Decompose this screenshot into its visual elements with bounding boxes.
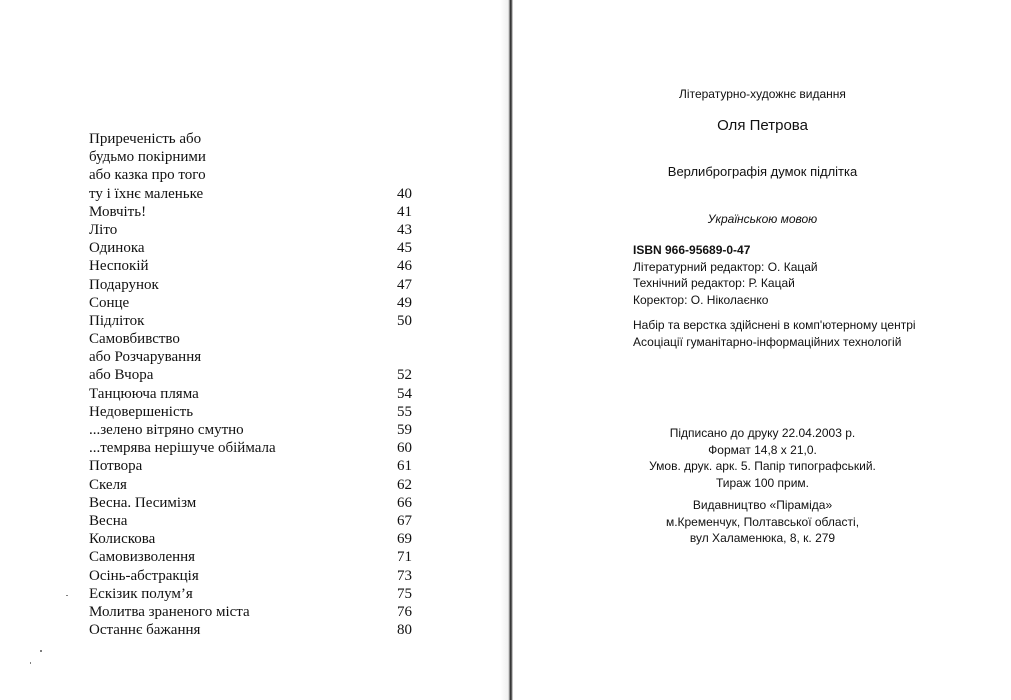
- toc-entry-title: Скеля: [89, 476, 127, 493]
- paper-format: Формат 14,8 х 21,0.: [708, 442, 817, 457]
- scan-speck: [66, 595, 68, 596]
- toc-entry-title: Літо: [89, 221, 118, 238]
- book-title: Верлибрографія думок підлітка: [667, 164, 858, 179]
- toc-entry-page: 49: [397, 294, 412, 311]
- toc-entry-title: Молитва зраненого міста: [89, 603, 250, 620]
- toc-entry: [89, 567, 419, 585]
- gutter-shadow: [500, 0, 508, 700]
- toc-entry-title: Танцююча пляма: [89, 385, 199, 402]
- toc-entry-page: 73: [397, 567, 412, 584]
- book-gutter: [508, 0, 513, 700]
- publisher-name: Видавництво «Піраміда»: [692, 498, 833, 512]
- typesetting-line: Набір та верстка здійснені в комп'ютерному центрі: [633, 318, 916, 332]
- toc-entry: [89, 548, 419, 566]
- toc-entry-page: 47: [397, 276, 412, 293]
- toc-entry-multiline: [89, 330, 419, 385]
- toc-entry-page: 61: [397, 458, 412, 475]
- toc-entry-page: 45: [397, 240, 412, 257]
- toc-entry-multiline: [89, 130, 419, 203]
- publisher-address: вул Халаменюка, 8, к. 279: [689, 531, 836, 545]
- author-name: Оля Петрова: [717, 117, 808, 134]
- technical-editor: Технічний редактор: Р. Кацай: [633, 276, 795, 290]
- table-of-contents: [89, 130, 419, 639]
- toc-entry: [89, 585, 419, 603]
- toc-entry-line: Приреченість або: [89, 131, 202, 147]
- toc-entry-title: Останнє бажання: [89, 622, 201, 639]
- toc-entry: [89, 312, 419, 330]
- toc-entry-title: Одинока: [89, 240, 145, 257]
- toc-entry: [89, 457, 419, 475]
- toc-entry: [89, 512, 419, 530]
- toc-entry-title: ...темрява нерішуче обіймала: [89, 440, 276, 457]
- toc-entry-page: 60: [397, 440, 412, 457]
- toc-entry-page: 75: [397, 585, 412, 602]
- toc-entry-page: 55: [397, 403, 412, 420]
- toc-entry-page: 80: [397, 622, 412, 639]
- scan-speck: [30, 662, 31, 664]
- toc-entry-title: Мовчіть!: [89, 203, 147, 220]
- toc-entry: [89, 185, 419, 203]
- toc-entry-page: 69: [397, 531, 412, 548]
- toc-entry: [89, 603, 419, 621]
- toc-entry: [89, 494, 419, 512]
- toc-entry: [89, 476, 419, 494]
- toc-entry-title: Неспокій: [89, 258, 149, 275]
- toc-entry-title: Подарунок: [89, 276, 159, 293]
- typesetting-line: Асоціації гуманітарно-інформаційних технологій: [633, 334, 902, 349]
- scan-speck: [40, 650, 42, 652]
- toc-entry-title: Осінь-абстракція: [89, 567, 199, 584]
- toc-entry-page: 66: [397, 494, 412, 511]
- signed-date: Підписано до друку 22.04.2003 р.: [669, 426, 856, 440]
- printing-details: [514, 425, 1011, 491]
- toc-entry-title: або Вчора: [89, 367, 154, 384]
- toc-entry: [89, 530, 419, 548]
- toc-entry-title: Потвора: [89, 458, 143, 475]
- toc-entry-line: або казка про того: [89, 167, 206, 184]
- toc-entry-page: 50: [397, 312, 412, 329]
- publisher-info: [514, 497, 1011, 547]
- toc-entry: [89, 221, 419, 239]
- toc-entry-page: 52: [397, 367, 412, 384]
- toc-entry-title: Самовизволення: [89, 549, 196, 566]
- toc-entry-title: Недовершеність: [89, 403, 194, 420]
- toc-entry: [89, 366, 419, 384]
- toc-entry-page: 76: [397, 603, 412, 620]
- toc-entry: [89, 621, 419, 639]
- toc-entry-title: ту і їхнє маленьке: [89, 185, 204, 202]
- toc-entry: [89, 294, 419, 312]
- toc-entry-title: Весна: [89, 512, 128, 529]
- toc-entry-page: 59: [397, 422, 412, 438]
- publisher-city: м.Кременчук, Полтавської області,: [665, 514, 860, 529]
- literary-editor: Літературний редактор: О. Кацай: [633, 259, 818, 274]
- print-run: Тираж 100 прим.: [715, 475, 810, 490]
- toc-entry-title: Сонце: [89, 294, 130, 311]
- proofreader: Коректор: О. Ніколаєнко: [633, 292, 769, 307]
- credits-block: [633, 242, 818, 308]
- toc-entry-title: Підліток: [89, 312, 145, 329]
- toc-entry-line: Самовбивство: [89, 331, 180, 348]
- toc-entry-line: або Розчарування: [89, 349, 202, 366]
- toc-entry: [89, 203, 419, 221]
- toc-entry-page: 67: [397, 512, 412, 529]
- toc-entry-title: Ескізик полум’я: [89, 585, 193, 602]
- toc-entry-page: 54: [397, 385, 412, 402]
- genre-label: Літературно-художнє видання: [679, 87, 846, 101]
- toc-entry: [89, 385, 419, 403]
- toc-entry-page: 41: [397, 203, 412, 220]
- language-note: Українською мовою: [707, 212, 818, 226]
- toc-entry-page: 40: [397, 185, 412, 202]
- isbn: ISBN 966-95689-0-47: [633, 243, 751, 257]
- imprint-page: [514, 0, 1011, 700]
- toc-entry: [89, 276, 419, 294]
- toc-entry-title: ...зелено вітряно смутно: [89, 422, 244, 438]
- toc-entry: [89, 439, 419, 457]
- typesetting-note: [633, 317, 916, 350]
- toc-entry-title: Весна. Песимізм: [89, 494, 197, 511]
- toc-entry: [89, 239, 419, 257]
- toc-entry-page: 62: [397, 476, 412, 493]
- print-sheets: Умов. друк. арк. 5. Папір типографський.: [649, 459, 876, 473]
- toc-entry: [89, 257, 419, 275]
- toc-entry: [89, 403, 419, 421]
- toc-entry-title: Колискова: [89, 531, 156, 548]
- toc-entry-page: 43: [397, 221, 412, 238]
- toc-entry-page: 46: [397, 258, 412, 275]
- toc-entry-page: 71: [397, 549, 412, 566]
- toc-entry-line: будьмо покірними: [89, 149, 206, 166]
- toc-entry: [89, 421, 419, 439]
